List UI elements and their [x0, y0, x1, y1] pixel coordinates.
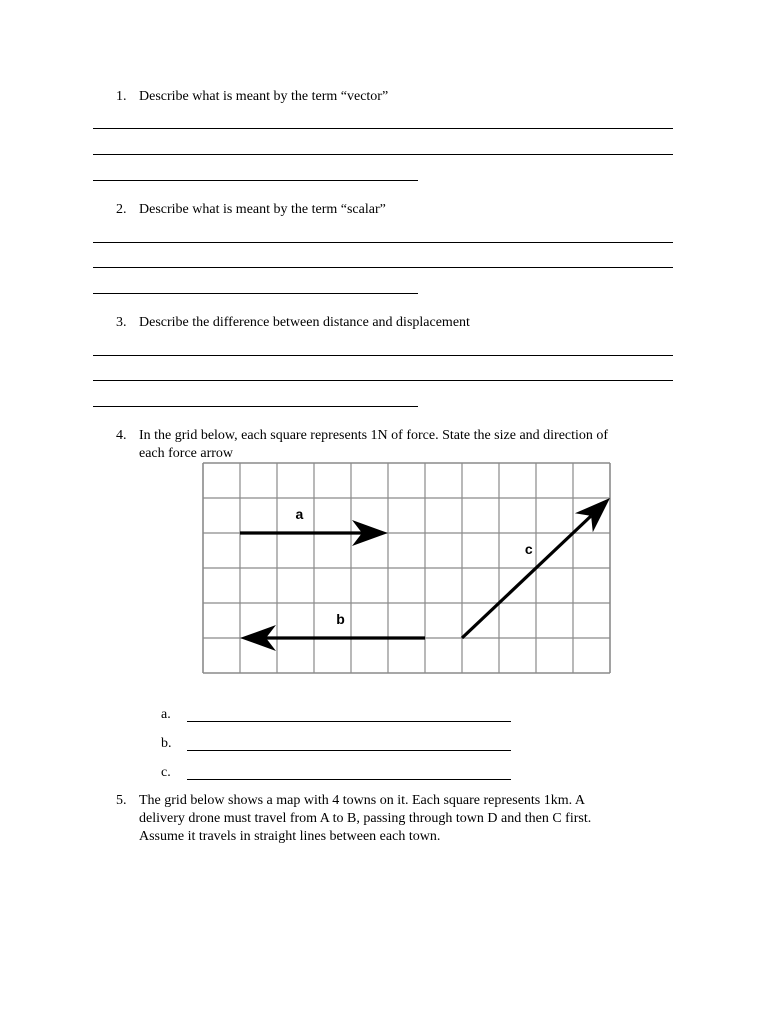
arrow-c-label: c: [524, 541, 533, 557]
question-text-line2: delivery drone must travel from A to B, passing through town D and then C first.: [139, 811, 592, 826]
answer-line[interactable]: [93, 154, 673, 155]
answer-line[interactable]: [187, 721, 511, 722]
question-text: Describe what is meant by the term “scalar”: [139, 202, 386, 217]
question-text: Describe the difference between distance and displacement: [139, 315, 470, 330]
question-number: 1.: [116, 89, 127, 104]
question-number: 5.: [116, 793, 127, 808]
arrow-a-label: a: [295, 506, 304, 522]
question-number: 4.: [116, 428, 127, 443]
answer-label: c.: [161, 765, 171, 780]
answer-line[interactable]: [93, 380, 673, 381]
question-number: 3.: [116, 315, 127, 330]
arrow-c-shaft: [462, 516, 591, 638]
question-text-line3: Assume it travels in straight lines between each town.: [139, 829, 441, 844]
answer-line[interactable]: [93, 406, 418, 407]
answer-line[interactable]: [93, 293, 418, 294]
answer-line[interactable]: [93, 267, 673, 268]
question-text-line1: The grid below shows a map with 4 towns on it. Each square represents 1km. A: [139, 793, 585, 808]
question-text-line2: each force arrow: [139, 446, 234, 461]
answer-line[interactable]: [187, 779, 511, 780]
answer-label: b.: [161, 736, 172, 751]
question-text-line1: In the grid below, each square represents 1N of force. State the size and direction of: [139, 428, 609, 443]
answer-line[interactable]: [93, 180, 418, 181]
question-text: Describe what is meant by the term “vector”: [139, 89, 389, 104]
question-number: 2.: [116, 202, 127, 217]
answer-label: a.: [161, 707, 171, 722]
answer-line[interactable]: [93, 242, 673, 243]
answer-line[interactable]: [187, 750, 511, 751]
force-grid-diagram: [201, 461, 611, 675]
answer-line[interactable]: [93, 128, 673, 129]
answer-line[interactable]: [93, 355, 673, 356]
arrow-b-label: b: [336, 611, 345, 627]
